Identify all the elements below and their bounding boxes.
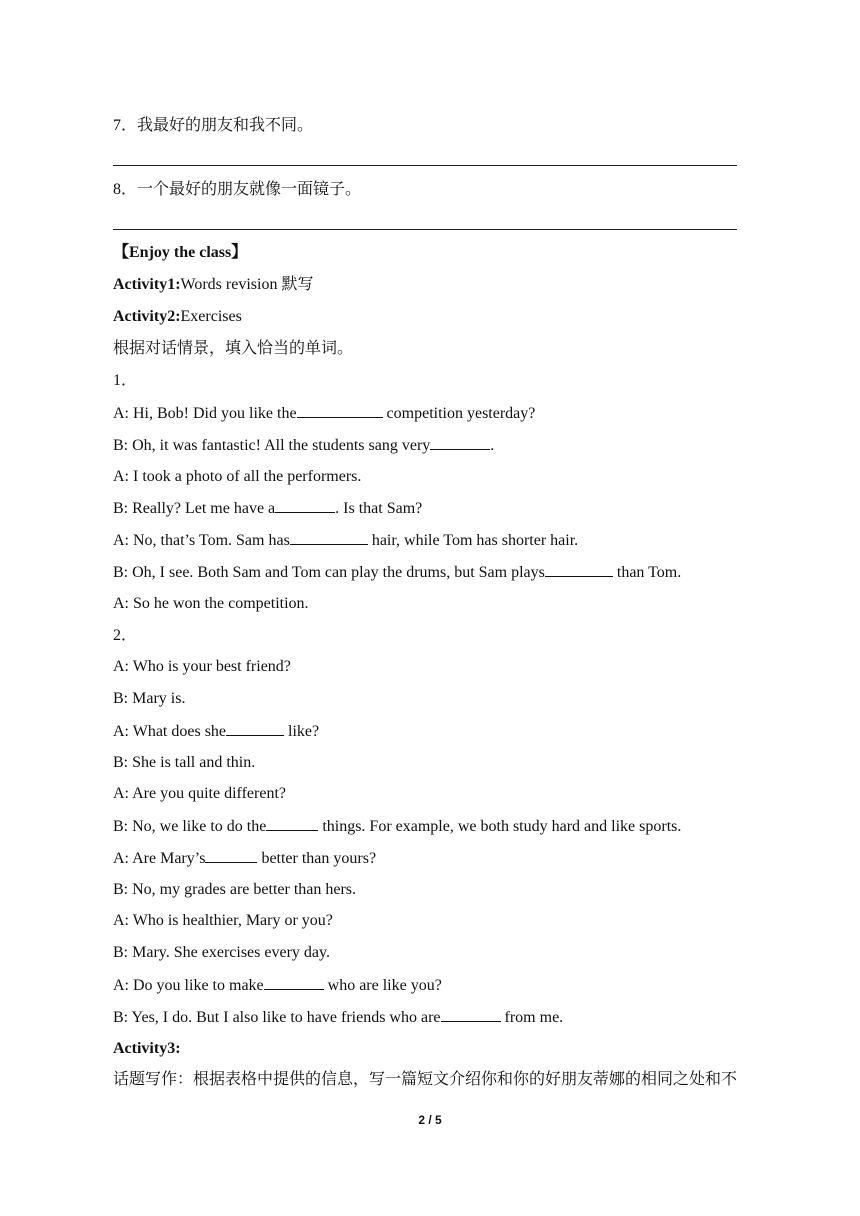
text-segment: like? <box>284 723 320 740</box>
blank-5[interactable] <box>545 562 613 577</box>
dialogue1-number: 1． <box>113 372 138 389</box>
activity3-label: Activity3: <box>113 1040 181 1057</box>
writing-task: 话题写作：根据表格中提供的信息，写一篇短文介绍你和你的好朋友蒂娜的相同之处和不 <box>113 1071 738 1088</box>
text-segment: than Tom. <box>612 564 682 581</box>
text-segment: B: Really? Let me have a <box>113 500 276 517</box>
blank-4[interactable] <box>290 530 368 545</box>
text-segment: hair, while Tom has shorter hair. <box>367 532 579 549</box>
question-8: 8．一个最好的朋友就像一面镜子。 <box>113 181 362 198</box>
instruction: 根据对话情景，填入恰当的单词。 <box>113 340 354 357</box>
section-heading-enjoy: 【Enjoy the class】 <box>113 244 248 261</box>
dialogue2-line1: A: Who is your best friend? <box>113 658 291 675</box>
dialogue2-line8: B: No, my grades are better than hers. <box>113 881 357 898</box>
dialogue2-line11 <box>113 975 442 996</box>
dialogue1-line4 <box>113 498 422 519</box>
text-segment: A: No, that’s Tom. Sam has <box>113 532 290 549</box>
answer-line-7 <box>113 165 737 166</box>
text-segment: things. For example, we both study hard and like sports. <box>318 818 682 835</box>
text-segment: who are like you? <box>323 977 442 994</box>
dialogue2-line2: B: Mary is. <box>113 690 186 707</box>
activity1-text: Words revision 默写 <box>180 276 314 293</box>
dialogue2-line9: A: Who is healthier, Mary or you? <box>113 912 333 929</box>
blank-3[interactable] <box>275 498 335 513</box>
text-segment: . <box>490 437 495 454</box>
dialogue2-line12 <box>113 1007 563 1028</box>
answer-line-8 <box>113 229 737 230</box>
activity1 <box>113 275 313 295</box>
blank-9[interactable] <box>264 975 324 990</box>
blank-1[interactable] <box>297 403 383 418</box>
page-number: 2 / 5 <box>418 1113 442 1127</box>
dialogue1-line7: A: So he won the competition. <box>113 595 309 612</box>
text-segment: . Is that Sam? <box>335 500 423 517</box>
dialogue2-line7 <box>113 848 376 869</box>
dialogue1-line1 <box>113 403 535 424</box>
dialogue2-line3 <box>113 721 319 742</box>
dialogue2-line6 <box>113 816 681 837</box>
blank-8[interactable] <box>205 848 257 863</box>
blank-7[interactable] <box>266 816 318 831</box>
text-segment: A: Do you like to make <box>113 977 264 994</box>
blank-10[interactable] <box>441 1007 501 1022</box>
blank-6[interactable] <box>226 721 284 736</box>
text-segment: better than yours? <box>257 850 377 867</box>
dialogue2-line4: B: She is tall and thin. <box>113 754 256 771</box>
activity2 <box>113 307 242 327</box>
dialogue2-number: 2． <box>113 627 138 644</box>
text-segment: B: No, we like to do the <box>113 818 267 835</box>
dialogue1-line6 <box>113 562 681 583</box>
text-segment: A: What does she <box>113 723 227 740</box>
text-segment: B: Oh, I see. Both Sam and Tom can play the drums, but Sam plays <box>113 564 545 581</box>
dialogue1-line2 <box>113 435 494 456</box>
text-segment: A: Hi, Bob! Did you like the <box>113 405 297 422</box>
dialogue1-line5 <box>113 530 578 551</box>
activity2-text: Exercises <box>180 308 242 325</box>
text-segment: from me. <box>500 1009 564 1026</box>
dialogue1-line3: A: I took a photo of all the performers. <box>113 468 362 485</box>
text-segment: B: Yes, I do. But I also like to have friends who are <box>113 1009 441 1026</box>
dialogue2-line10: B: Mary. She exercises every day. <box>113 944 330 961</box>
activity2-label: Activity2: <box>113 308 181 325</box>
blank-2[interactable] <box>430 435 490 450</box>
text-segment: A: Are Mary’s <box>113 850 206 867</box>
text-segment: competition yesterday? <box>382 405 536 422</box>
activity1-label: Activity1: <box>113 276 181 293</box>
text-segment: B: Oh, it was fantastic! All the students sang very <box>113 437 431 454</box>
question-7: 7．我最好的朋友和我不同。 <box>113 117 314 134</box>
dialogue2-line5: A: Are you quite different? <box>113 785 286 802</box>
